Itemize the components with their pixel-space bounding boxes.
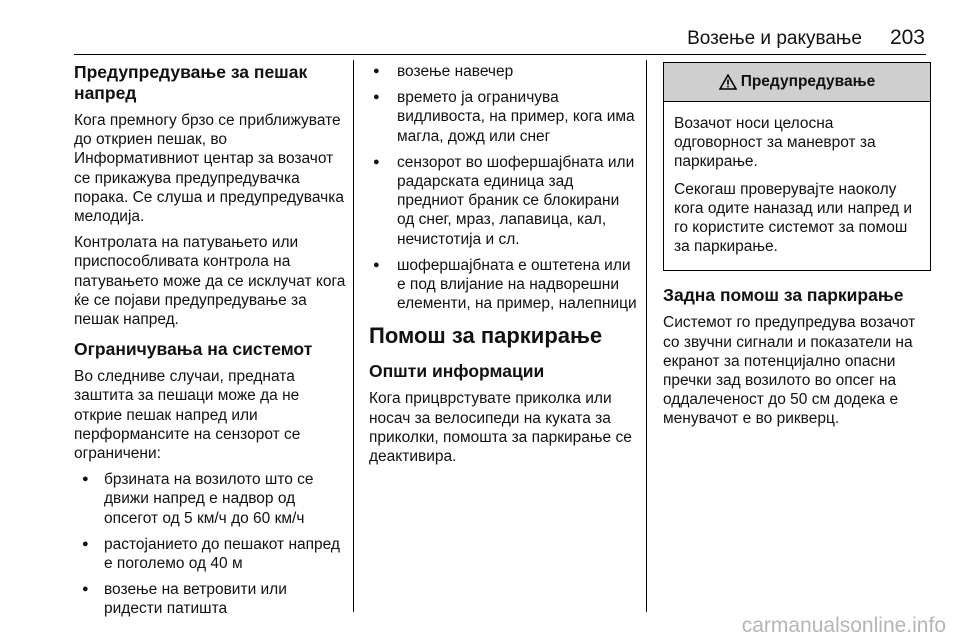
section-title: Помош за паркирање [369,323,603,349]
list-item: ● шофершајбната е оштетена или е под влијание на надворешни елементи, на пример, налепници [369,256,639,314]
watermark: carmanualsonline.info [741,614,946,637]
column-divider-1 [353,60,354,612]
column-divider-2 [646,60,647,612]
paragraph: Секогаш проверувајте наоколу кога одите наназад или напред и го користите системот за помош за паркирање. [674,180,913,256]
heading-system-limitations: Ограничувања на системот [74,339,313,360]
list-item: ● брзината на возилото што се движи напред е надвор од опсегот од 5 км/ч до 60 км/ч [74,470,346,528]
list-item: ● возење на ветровити или ридести патишта [74,580,346,618]
column-2 [369,62,639,473]
paragraph: Во следниве случаи, предната заштита за пешаци може да не открие пешак напред или перформансите на сензорот се ограничени: [74,368,301,463]
subheading-general-info: Општи информации [369,361,545,382]
heading-rear-parking-assist: Задна помош за паркирање [663,285,904,306]
paragraph: Контролата на патувањето или приспособливата контрола на патувањето може да се исклучат кога ќе се појави предупредување за пешак напред. [74,234,346,329]
bullet-list [369,62,639,313]
warning-box [663,62,931,271]
paragraph: Системот го предупредува возачот со звучни сигнали и показатели на екранот за потенцијално опасни пречки зад возилото во опсег на оддалеченост до 50 см додека е менувачот е во рикверц. [663,314,916,428]
warning-header [664,63,930,102]
warning-triangle-icon [719,74,737,90]
list-item: ● растојанието до пешакот напред е поголемо од 40 м [74,535,346,573]
paragraph: Кога прицврстувате приколка или носач за велосипеди на куката за приколки, помошта за паркирање се деактивира. [369,390,632,466]
bullet-list [74,470,346,618]
paragraph: Кога премногу брзо се приближувате до откриен пешак, во Информативниот центар за возачот се прикажува предупредувачка порака. Се слуша и предупредувачка мелодија. [74,112,344,226]
list-item: ● возење навечер [369,62,639,81]
column-3 [663,62,931,436]
page-number: 203 [889,26,925,49]
paragraph: Возачот носи целосна одговорност за маневрот за паркирање. [674,115,876,171]
warning-body [664,102,930,270]
heading-pedestrian-warning: Предупредување за пешак напред [74,62,308,103]
page-header [0,26,925,54]
running-title: Возење и ракување [687,28,862,49]
list-item: ● времето ја ограничува видливоста, на пример, кога има магла, дожд или снег [369,88,639,146]
header-rule [74,54,926,55]
column-1 [74,62,346,627]
list-item: ● сензорот во шофершајбната или радарската единица зад предниот браник се блокирани од снег, мраз, лапавица, кал, нечистотија и сл. [369,153,639,249]
warning-title: Предупредување [740,73,876,91]
